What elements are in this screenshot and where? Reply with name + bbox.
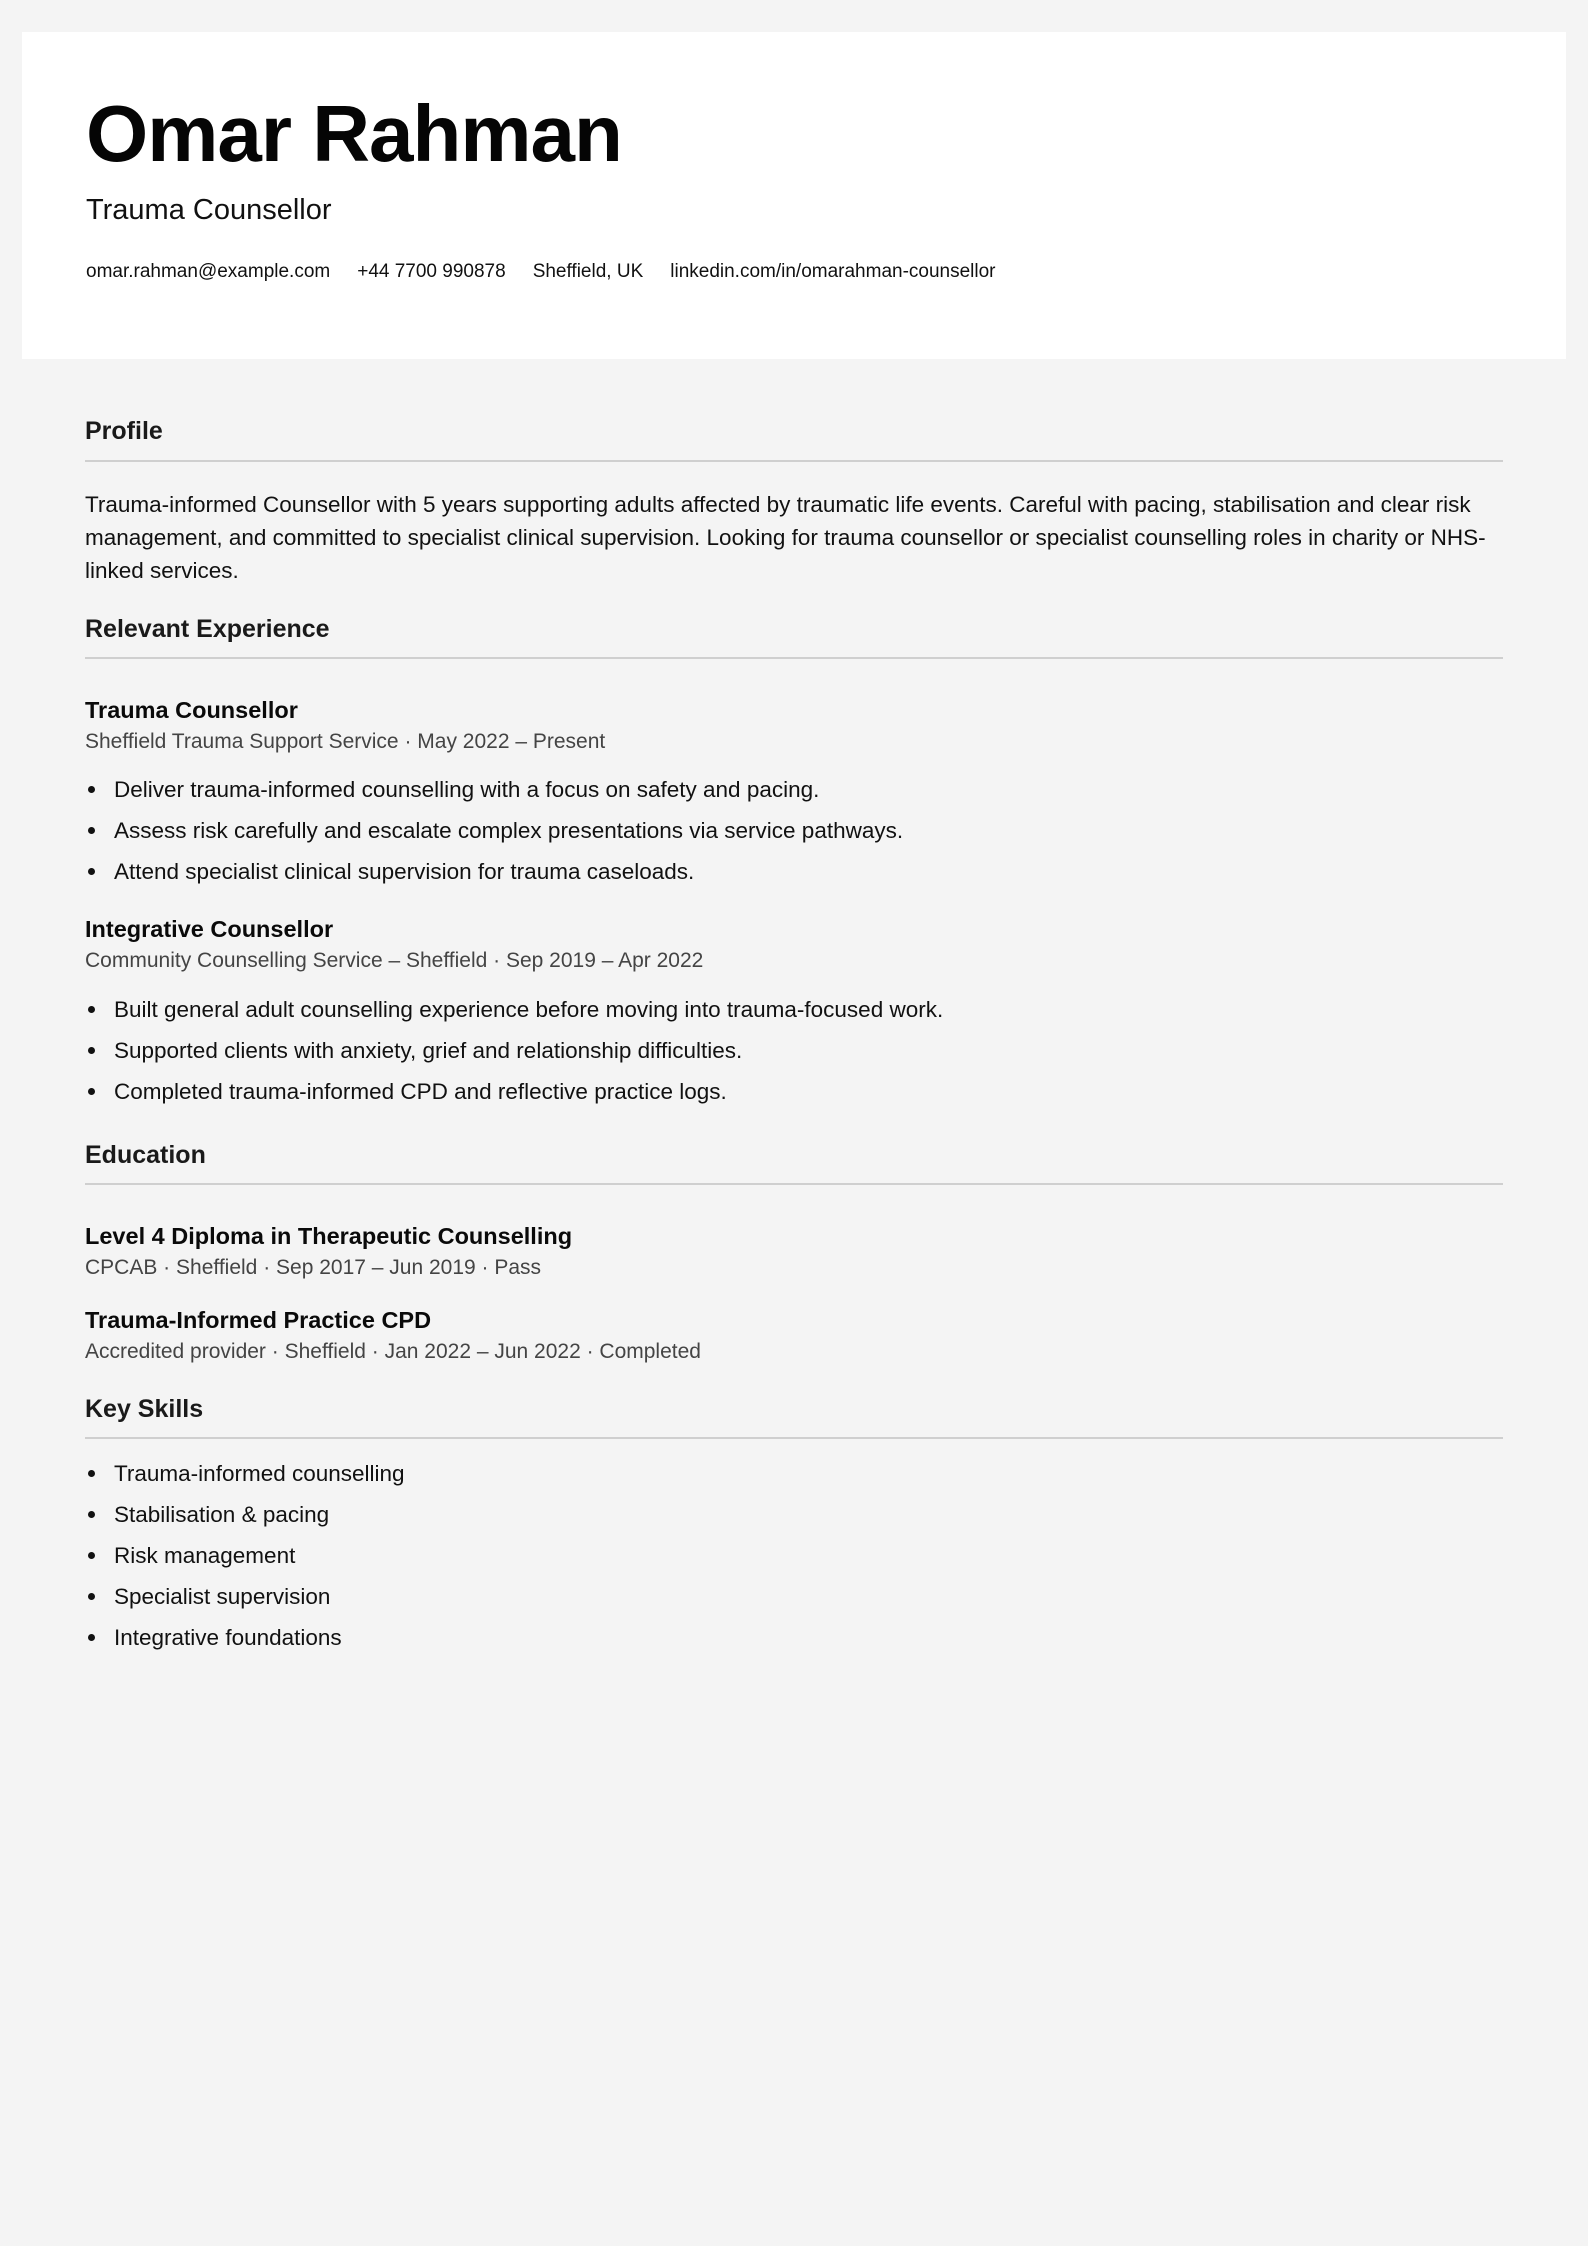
bullet-icon <box>88 1047 95 1054</box>
profile-summary: Trauma-informed Counsellor with 5 years supporting adults affected by traumatic life events. Careful with pacing, stabilisation and clear risk management, and committed to specialist clinical supervision. Looking for trauma counsellor or specialist counselling roles in charity or NHS-linked services. <box>85 491 1486 583</box>
bullet-icon <box>88 1006 95 1013</box>
skill-text: Stabilisation & pacing <box>114 1502 330 1528</box>
section-divider <box>85 657 1503 659</box>
skill-text: Trauma-informed counselling <box>114 1461 405 1487</box>
section-heading: Key Skills <box>85 1394 204 1423</box>
skill-text: Specialist supervision <box>114 1584 331 1610</box>
list-item <box>85 1453 1503 1494</box>
job-meta: Community Counselling Service – Sheffield · Sep 2019 – Apr 2022 <box>85 949 704 973</box>
bullet-text: Attend specialist clinical supervision for trauma caseloads. <box>114 859 695 885</box>
list-item <box>85 1617 1503 1658</box>
list-item <box>85 1494 1503 1535</box>
experience-section <box>85 616 1503 1112</box>
list-item <box>85 1576 1503 1617</box>
list-item <box>85 810 1503 851</box>
section-heading: Profile <box>85 417 163 445</box>
job-entry <box>85 697 1503 892</box>
bullet-text: Built general adult counselling experience before moving into trauma-focused work. <box>114 996 944 1022</box>
education-entry <box>85 1307 1503 1365</box>
contact-details <box>86 262 996 281</box>
resume-header <box>22 32 1566 359</box>
skills-list <box>85 1453 1503 1658</box>
job-role: Trauma Counsellor <box>85 697 298 723</box>
contact-location: Sheffield, UK <box>532 261 644 282</box>
list-item <box>85 1071 1503 1112</box>
job-meta: Sheffield Trauma Support Service · May 2022 – Present <box>85 730 606 754</box>
education-section <box>85 1142 1503 1366</box>
skill-text: Integrative foundations <box>114 1625 342 1651</box>
bullet-text: Assess risk carefully and escalate complex presentations via service pathways. <box>114 818 904 844</box>
bullet-text: Completed trauma-informed CPD and reflective practice logs. <box>114 1078 727 1104</box>
bullet-icon <box>88 1470 95 1477</box>
list-item <box>85 1535 1503 1576</box>
resume-body <box>85 418 1503 1658</box>
job-bullets <box>85 769 1503 892</box>
skills-section <box>85 1396 1503 1659</box>
bullet-icon <box>88 1088 95 1095</box>
candidate-name: Omar Rahman <box>86 89 622 178</box>
list-item <box>85 851 1503 892</box>
job-bullets <box>85 989 1503 1112</box>
bullet-text: Deliver trauma-informed counselling with a focus on safety and pacing. <box>114 777 820 803</box>
education-title: Trauma-Informed Practice CPD <box>85 1307 432 1334</box>
list-item <box>85 989 1503 1030</box>
contact-phone[interactable]: +44 7700 990878 <box>357 261 506 282</box>
education-meta: Accredited provider · Sheffield · Jan 2022 – Jun 2022 · Completed <box>85 1340 701 1364</box>
bullet-icon <box>88 786 95 793</box>
job-entry <box>85 916 1503 1111</box>
contact-linkedin[interactable]: linkedin.com/in/omarahman-counsellor <box>670 261 996 282</box>
bullet-icon <box>88 1511 95 1518</box>
list-item <box>85 769 1503 810</box>
skill-text: Risk management <box>114 1543 296 1569</box>
section-divider <box>85 460 1503 462</box>
section-divider <box>85 1437 1503 1439</box>
profile-section <box>85 418 1503 587</box>
bullet-icon <box>88 1552 95 1559</box>
bullet-icon <box>88 1634 95 1641</box>
section-heading: Education <box>85 1140 206 1169</box>
list-item <box>85 1030 1503 1071</box>
education-title: Level 4 Diploma in Therapeutic Counselling <box>85 1223 573 1250</box>
bullet-text: Supported clients with anxiety, grief and relationship difficulties. <box>114 1037 743 1063</box>
contact-email[interactable]: omar.rahman@example.com <box>86 261 331 282</box>
section-heading: Relevant Experience <box>85 614 330 643</box>
education-entry <box>85 1223 1503 1281</box>
section-divider <box>85 1183 1503 1185</box>
job-role: Integrative Counsellor <box>85 916 334 943</box>
education-meta: CPCAB · Sheffield · Sep 2017 – Jun 2019 · Pass <box>85 1256 542 1280</box>
bullet-icon <box>88 827 95 834</box>
bullet-icon <box>88 868 95 875</box>
candidate-title: Trauma Counsellor <box>86 194 332 226</box>
bullet-icon <box>88 1593 95 1600</box>
